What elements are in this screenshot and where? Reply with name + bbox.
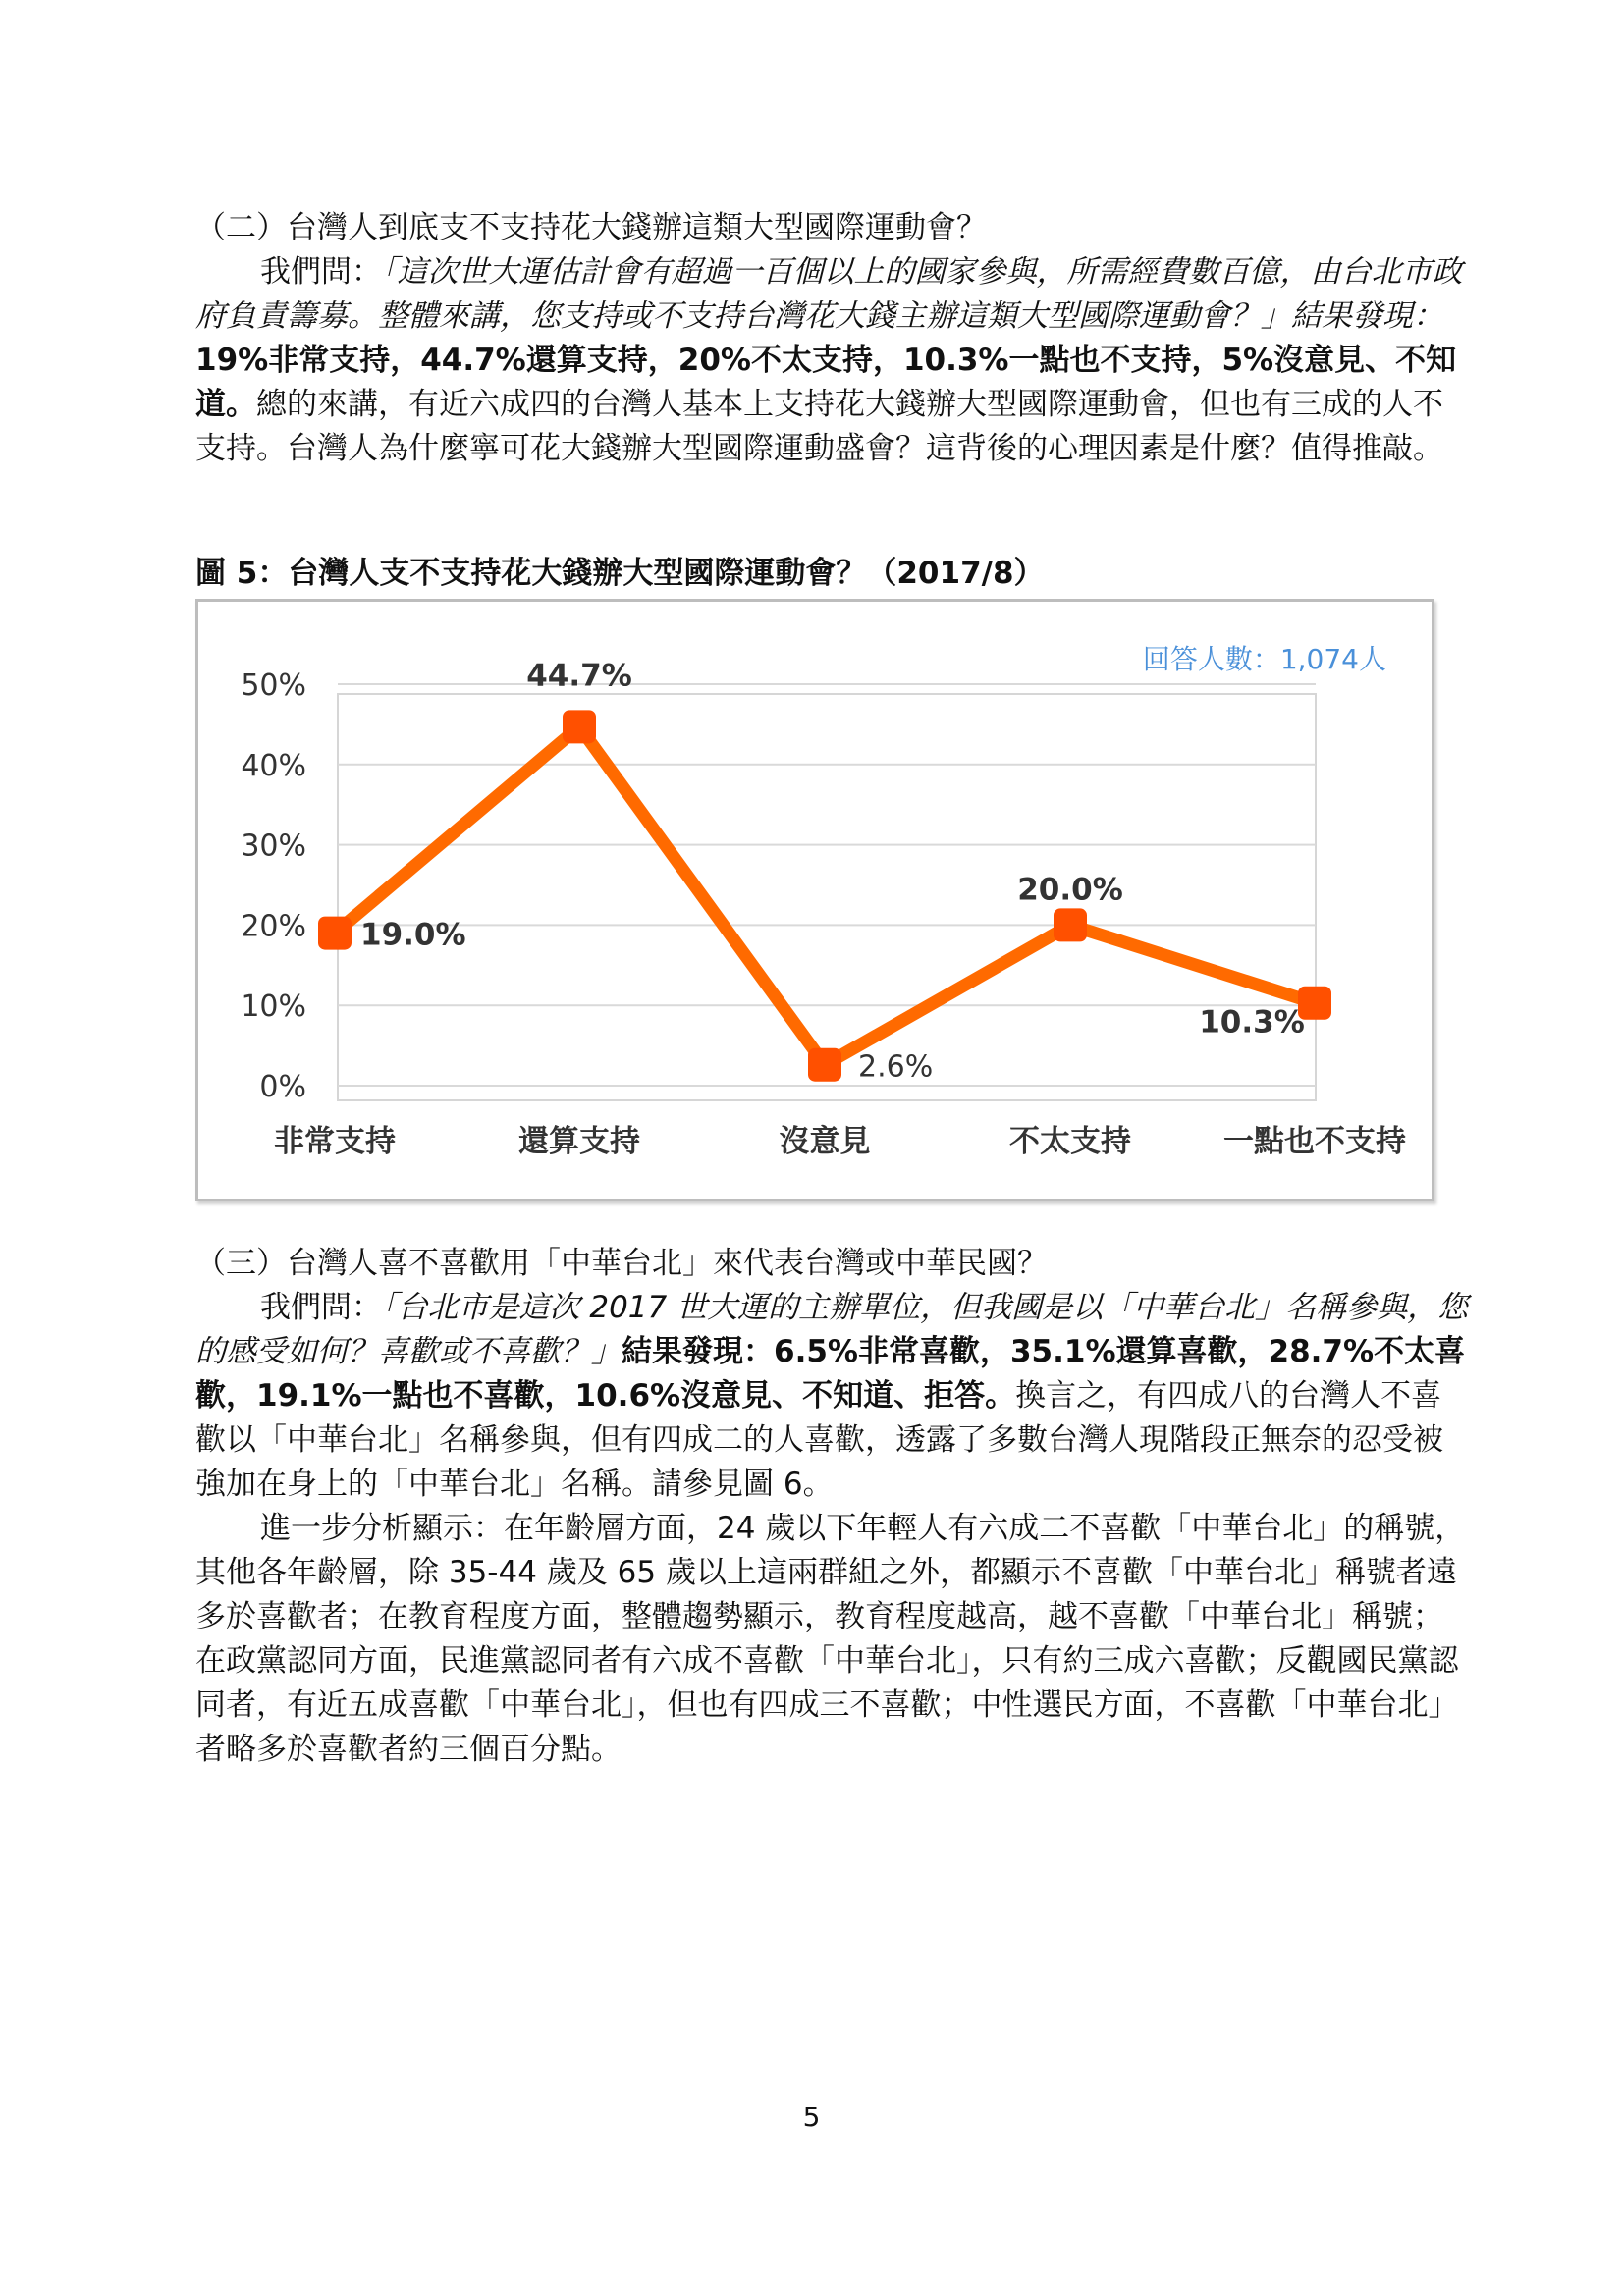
y-tick-label: 40% [241, 748, 306, 783]
data-label: 2.6% [858, 1049, 934, 1085]
question-lead: 我們問： [260, 254, 382, 290]
data-label: 20.0% [1017, 872, 1123, 908]
x-axis-ticks [274, 1124, 1406, 1159]
question-lead: 我們問： [260, 1290, 382, 1325]
analysis-text: 換言之，有四成八的台灣人不喜歡以「中華台北」名稱參與，但有四成二的人喜歡，透露了多數台灣人現階段正無奈的忍受被強加在身上的「中華台北」名稱。請參見圖 6。 [195, 1378, 1443, 1502]
data-point-marker [808, 1048, 841, 1082]
analysis-text: 進一步分析顯示：在年齡層方面，24 歲以下年輕人有六成二不喜歡「中華台北」的稱號，其他各年齡層，除 35-44 歲及 65 歲以上這兩群組之外，都顯示不喜歡「中華台北」稱號者遠多於喜歡者；在教育程度方面，整體趨勢顯示，教育程度越高，越不喜歡「中華台北」稱號；在政黨認同方面，民進黨認同者有六成不喜歡「中華台北」，只有約三成六喜歡；反觀國民黨認同者，有近五成喜歡「中華台北」，但也有四成三不喜歡；中性選民方面，不喜歡「中華台北」者略多於喜歡者約三個百分點。 [195, 1511, 1466, 1767]
question-text: 「這次世大運估計會有超過一百個以上的國家參與，所需經費數百億，由台北市政府負責籌募。整體來講，您支持或不支持台灣花大錢主辦這類大型國際運動會？」結果發現： [195, 254, 1463, 334]
section-2-heading: （二）台灣人到底支不支持花大錢辦這類大型國際運動會？ [195, 210, 987, 245]
x-tick-label: 沒意見 [779, 1124, 871, 1159]
plot-area-frame [338, 694, 1316, 1100]
line-chart [195, 599, 1434, 1201]
x-tick-label: 一點也不支持 [1223, 1124, 1406, 1159]
section-3-paragraph-2 [195, 1507, 1472, 1772]
y-tick-label: 20% [241, 909, 306, 944]
respondent-count-annotation: 回答人數：1,074人 [1142, 643, 1386, 675]
question-text: 「台北市是這次 2017 世大運的主辦單位，但我國是以「中華台北」名稱參與，您的感受如何？喜歡或不喜歡？」 [195, 1290, 1469, 1369]
x-tick-label: 非常支持 [274, 1124, 396, 1159]
data-label: 10.3% [1199, 1004, 1305, 1041]
figure-caption: 圖 5：台灣人支不支持花大錢辦大型國際運動會？（2017/8） [195, 556, 1045, 591]
y-tick-label: 30% [241, 828, 306, 864]
data-label: 44.7% [526, 658, 632, 694]
y-axis-ticks [241, 668, 306, 1104]
result-text: 19%非常支持，44.7%還算支持，20%不太支持，10.3%一點也不支持，5%沒意見、不知道。 [195, 343, 1457, 422]
y-tick-label: 50% [241, 668, 306, 703]
section-2-paragraph [195, 250, 1472, 471]
series-support [318, 710, 1331, 1081]
y-tick-label: 10% [241, 989, 306, 1025]
gridlines [338, 684, 1316, 1086]
data-point-marker [1054, 908, 1087, 941]
section-3-heading: （三）台灣人喜不喜歡用「中華台北」來代表台灣或中華民國？ [195, 1246, 1048, 1281]
section-3-paragraph-1 [195, 1286, 1472, 1507]
data-labels [360, 658, 1305, 1084]
page-number: 5 [802, 2101, 821, 2133]
data-point-marker [318, 917, 352, 950]
result-text: 結果發現：6.5%非常喜歡，35.1%還算喜歡，28.7%不太喜歡，19.1%一點也不喜歡，10.6%沒意見、不知道、拒答。 [195, 1334, 1466, 1414]
series-line [335, 726, 1315, 1064]
y-tick-label: 0% [259, 1070, 306, 1104]
analysis-text: 總的來講，有近六成四的台灣人基本上支持花大錢辦大型國際運動會，但也有三成的人不支持。台灣人為什麼寧可花大錢辦大型國際運動盛會？這背後的心理因素是什麼？值得推敲。 [195, 387, 1443, 466]
x-tick-label: 還算支持 [518, 1124, 640, 1159]
x-tick-label: 不太支持 [1009, 1124, 1131, 1159]
chart-canvas [198, 602, 1432, 1199]
data-point-marker [563, 710, 596, 743]
data-label: 19.0% [360, 917, 466, 953]
